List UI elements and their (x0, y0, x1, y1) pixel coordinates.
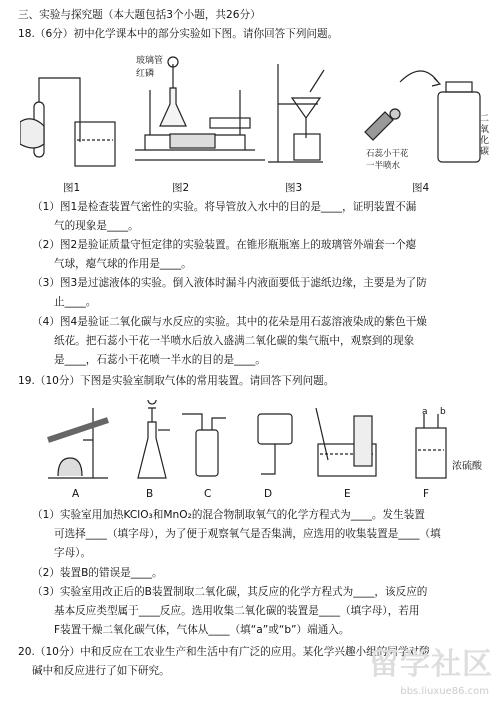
q20-line1: 20.（10分）中和反应在工农业生产和生活中有广泛的应用。某化学兴趣小组的同学对酸 (18, 646, 430, 658)
caption-fig1: 图1 (63, 182, 81, 194)
label-B: B (146, 488, 154, 500)
q18-p1b: 气的现象是____。 (54, 220, 139, 232)
q18-figures (20, 52, 490, 170)
label-E: E (344, 488, 351, 500)
watermark: 留学社区 (369, 647, 493, 682)
q19-p3a: （3）实验室用改正后的B装置制取二氧化碳，其反应的化学方程式为____，该反应的 (32, 586, 428, 598)
fig4-spray-label: 一半喷水 (366, 161, 401, 171)
caption-fig4: 图4 (412, 182, 430, 194)
label-C: C (204, 488, 212, 500)
q18-p2b: 气球，瘪气球的作用是____。 (54, 258, 192, 270)
label-F: F (423, 488, 430, 500)
q18-p2a: （2）图2是验证质量守恒定律的实验装置。在锥形瓶瓶塞上的玻璃管外端套一个瘪 (32, 239, 417, 251)
fig2-phos-label: 红磷 (136, 69, 155, 79)
section-title: 三、实验与探究题（本大题包括3个小题，共26分） (18, 9, 261, 21)
fig2-apparatus (135, 57, 265, 160)
label-A: A (72, 488, 80, 500)
q18-p4b: 纸花。把石蕊小干花一半喷水后放入盛满二氧化碳的集气瓶中，观察到的现象 (54, 335, 415, 347)
q18-p3b: 止____。 (54, 296, 97, 308)
label-D: D (264, 488, 273, 500)
q19-p1b: 可选择____（填字母），为了便于观察氧气是否集满，应选用的收集装置是____（填 (54, 528, 441, 540)
q19-p2: （2）装置B的错误是____。 (32, 567, 163, 579)
q20-line2: 碱中和反应进行了如下研究。 (32, 665, 170, 677)
q18-p4c: 是____，石蕊小干花喷一半水的目的是____。 (54, 354, 266, 366)
q19-p1c: 字母）。 (54, 547, 92, 559)
q19-stem: 19.（10分）下图是实验室制取气体的常用装置。请回答下列问题。 (18, 375, 335, 387)
fig4-flower-label: 石蕊小干花 (366, 149, 409, 159)
q18-p4a: （4）图4是验证二氧化碳与水反应的实验。其中的花朵是用石蕊溶液染成的紫色干燥 (32, 316, 427, 328)
fig1-apparatus (20, 78, 115, 166)
fig3-apparatus (268, 64, 324, 162)
watermark-url: bbs.liuxue86.com (400, 686, 489, 697)
q19-f-a: a (422, 407, 428, 417)
q19-p3c: F装置干燥二氧化碳气体，气体从____（填“a”或“b”）端通入。 (54, 624, 350, 636)
q19-apparatus (38, 400, 478, 482)
fig4-gas-label: 二氧化碳 (480, 114, 490, 157)
q19-p3b: 基本反应类型属于____反应。选用收集二氧化碳的装置是____（填字母），若用 (54, 605, 420, 617)
q18-stem: 18.（6分）初中化学课本中的部分实验如下图。请你回答下列问题。 (18, 28, 339, 40)
caption-fig3: 图3 (285, 182, 303, 194)
q19-p1a: （1）实验室用加热KClO₃和MnO₂的混合物制取氧气的化学方程式为____。发生装置 (32, 509, 425, 521)
q19-f-acid: 浓硫酸 (452, 461, 482, 472)
q18-p3a: （3）图3是过滤液体的实验。倒入液体时漏斗内液面要低于滤纸边缘，主要是为了防 (32, 277, 427, 289)
q18-p1a: （1）图1是检查装置气密性的实验。将导管放入水中的目的是____，证明装置不漏 (32, 201, 417, 213)
caption-fig2: 图2 (172, 182, 190, 194)
q19-f-b: b (440, 407, 446, 417)
fig2-tube-label: 玻璃管 (136, 56, 164, 66)
